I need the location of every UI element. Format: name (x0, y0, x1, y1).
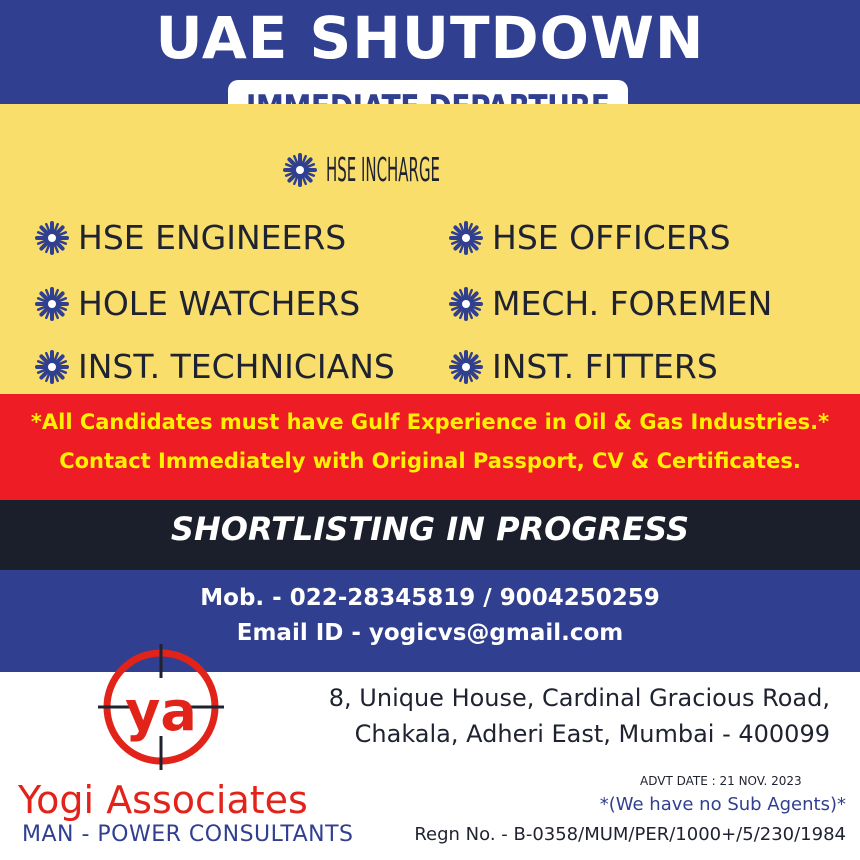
address-line-1: 8, Unique House, Cardinal Gracious Road, (328, 684, 830, 712)
position-label: INST. FITTERS (492, 347, 718, 386)
snowflake-bullet-icon (34, 349, 70, 385)
position-label: HSE ENGINEERS (78, 218, 347, 257)
address-line-2: Chakala, Adheri East, Mumbai - 400099 (354, 720, 830, 748)
position-label: HSE OFFICERS (492, 218, 731, 257)
mobile-number: Mob. - 022-28345819 / 9004250259 (200, 585, 660, 611)
logo-monogram: ya (125, 680, 197, 743)
company-name-part1: Yogi (18, 778, 95, 822)
position-right-1 (448, 218, 731, 257)
snowflake-bullet-icon (34, 286, 70, 322)
position-featured (282, 150, 577, 189)
requirement-line-2: Contact Immediately with Original Passport, CV & Certificates. (59, 449, 801, 473)
position-right-3 (448, 347, 718, 386)
company-logo (96, 642, 226, 772)
position-label: INST. TECHNICIANS (78, 347, 395, 386)
company-name (18, 778, 308, 822)
shortlisting-status: SHORTLISTING IN PROGRESS (170, 510, 690, 548)
company-tagline: MAN - POWER CONSULTANTS (22, 822, 354, 847)
snowflake-bullet-icon (448, 349, 484, 385)
company-name-part2: Associates (106, 778, 308, 822)
email-address: Email ID - yogicvs@gmail.com (236, 620, 624, 646)
position-label: HOLE WATCHERS (78, 284, 361, 323)
snowflake-bullet-icon (282, 152, 318, 188)
main-title: UAE SHUTDOWN (155, 4, 705, 72)
requirement-line-1: *All Candidates must have Gulf Experience in Oil & Gas Industries.* (30, 410, 830, 434)
advertisement-date: ADVT DATE : 21 NOV. 2023 (640, 774, 802, 788)
snowflake-bullet-icon (448, 220, 484, 256)
registration-number: Regn No. - B-0358/MUM/PER/1000+/5/230/1984 (414, 824, 846, 845)
snowflake-bullet-icon (448, 286, 484, 322)
position-left-3 (34, 347, 395, 386)
position-left-2 (34, 284, 360, 323)
position-label: MECH. FOREMEN (492, 284, 773, 323)
no-sub-agents-note: *(We have no Sub Agents)* (599, 794, 846, 815)
position-label: HSE INCHARGE (326, 150, 440, 189)
position-right-2 (448, 284, 772, 323)
position-left-1 (34, 218, 346, 257)
snowflake-bullet-icon (34, 220, 70, 256)
